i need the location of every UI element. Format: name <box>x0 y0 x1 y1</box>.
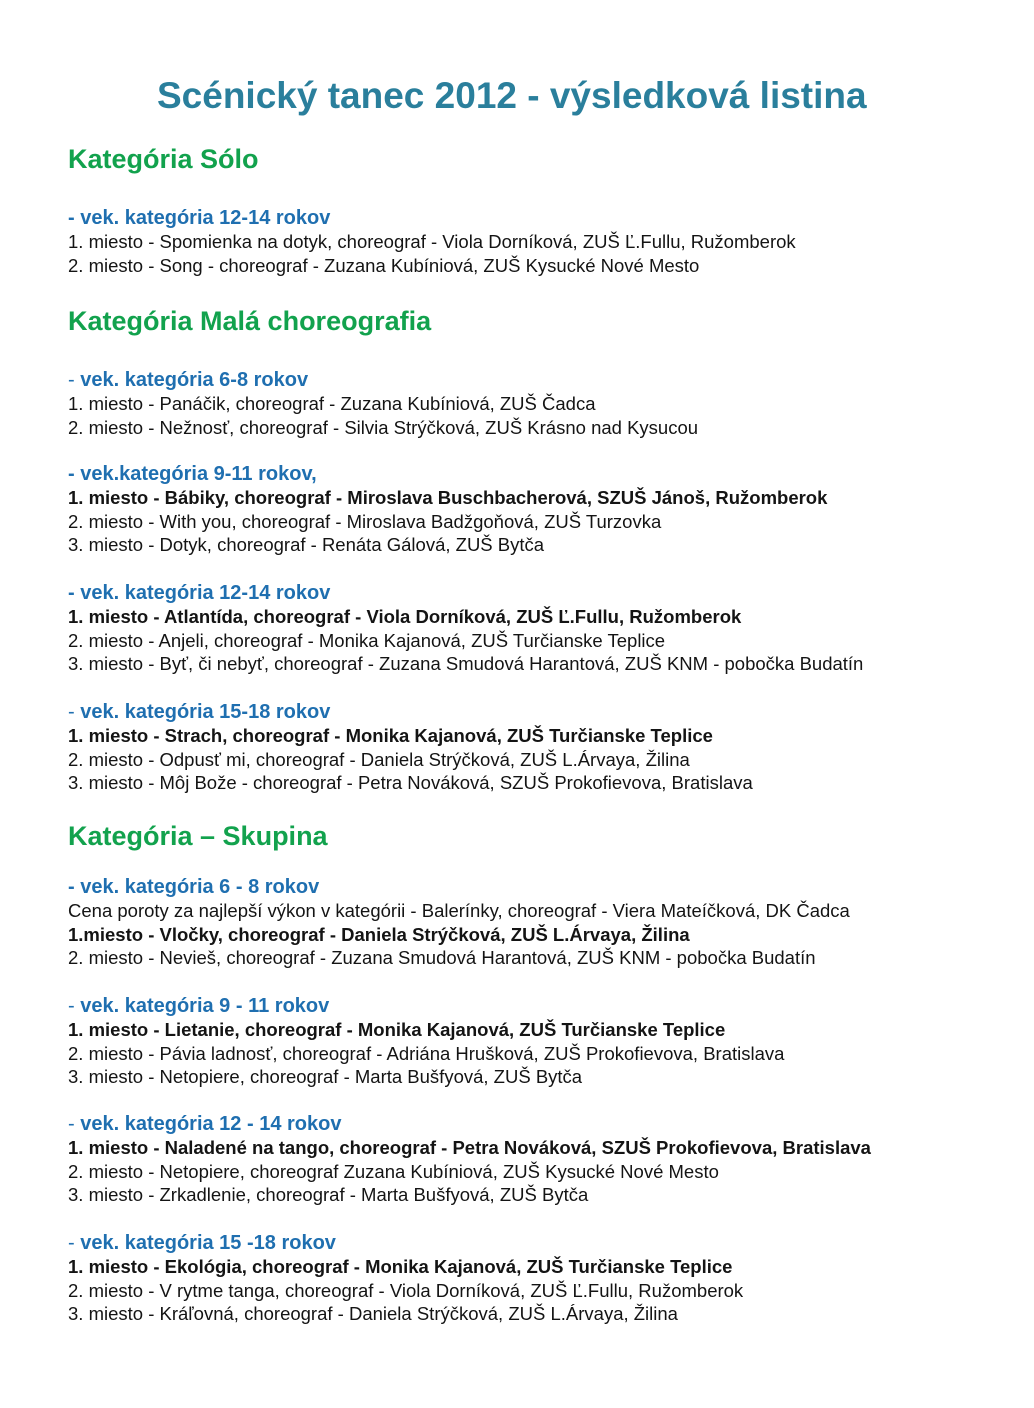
result-line: 3. miesto - Byť, či nebyť, choreograf - Zuzana Smudová Harantová, ZUŠ KNM - pobočka Budatín <box>68 653 864 675</box>
age-group <box>68 368 1018 439</box>
result-line: 2. miesto - Odpusť mi, choreograf - Daniela Strýčková, ZUŠ L.Árvaya, Žilina <box>68 748 690 770</box>
result-line: 2. miesto - Pávia ladnosť, choreograf - Adriána Hrušková, ZUŠ Prokofievova, Bratislava <box>68 1042 785 1064</box>
result-line: 2. miesto - Anjeli, choreograf - Monika Kajanová, ZUŠ Turčianske Teplice <box>68 629 666 651</box>
age-category-label <box>68 875 1018 899</box>
age-category-label <box>68 206 1018 230</box>
age-category-dash: - <box>68 701 81 723</box>
age-category-dash: - <box>68 1113 81 1135</box>
age-group <box>68 994 1018 1089</box>
age-category-dash: - <box>68 995 81 1017</box>
age-category-text: vek.kategória 9-11 rokov, <box>80 463 317 485</box>
result-line-winner: 1. miesto - Ekológia, choreograf - Monika Kajanová, ZUŠ Turčianske Teplice <box>68 1256 733 1277</box>
age-category-label <box>68 1112 1018 1136</box>
result-line-winner: 1. miesto - Lietanie, choreograf - Monika Kajanová, ZUŠ Turčianske Teplice <box>68 1019 726 1040</box>
age-group <box>68 462 1018 557</box>
age-group <box>68 581 1018 676</box>
age-category-label <box>68 700 1018 724</box>
age-category-text: vek. kategória 12-14 rokov <box>80 582 331 604</box>
age-group <box>68 700 1018 795</box>
result-line: 1. miesto - Spomienka na dotyk, choreograf - Viola Dorníková, ZUŠ Ľ.Fullu, Ružomberok <box>68 231 796 252</box>
result-line: 2. miesto - Nežnosť, choreograf - Silvia Strýčková, ZUŠ Krásno nad Kysucou <box>68 416 699 438</box>
category-heading: Kategória – Skupina <box>68 821 328 851</box>
age-category-dash: - <box>68 1232 81 1254</box>
page-title: Scénický tanec 2012 - výsledková listina <box>157 75 867 116</box>
result-line-winner: 1. miesto - Strach, choreograf - Monika Kajanová, ZUŠ Turčianske Teplice <box>68 725 713 746</box>
age-category-label <box>68 994 1018 1018</box>
result-line: 1. miesto - Panáčik, choreograf - Zuzana Kubíniová, ZUŠ Čadca <box>68 393 596 414</box>
age-category-dash: - <box>68 463 81 485</box>
age-category-label <box>68 462 1018 486</box>
age-category-label <box>68 581 1018 605</box>
age-category-dash: - <box>68 582 81 604</box>
result-line-winner: 1. miesto - Atlantída, choreograf - Viola Dorníková, ZUŠ Ľ.Fullu, Ružomberok <box>68 606 742 627</box>
result-line: 2. miesto - With you, choreograf - Miroslava Badžgoňová, ZUŠ Turzovka <box>68 510 662 532</box>
result-line: 3. miesto - Môj Bože - choreograf - Petra Nováková, SZUŠ Prokofievova, Bratislava <box>68 772 753 794</box>
age-category-text: vek. kategória 6 - 8 rokov <box>80 876 320 898</box>
age-group <box>68 1112 1018 1207</box>
age-category-label <box>68 368 1018 392</box>
result-line: Cena poroty za najlepší výkon v kategórii - Balerínky, choreograf - Viera Mateíčková, DK Čadca <box>68 900 850 921</box>
result-line: 3. miesto - Kráľovná, choreograf - Daniela Strýčková, ZUŠ L.Árvaya, Žilina <box>68 1303 678 1325</box>
result-line: 3. miesto - Zrkadlenie, choreograf - Marta Bušfyová, ZUŠ Bytča <box>68 1184 589 1206</box>
age-category-text: vek. kategória 15-18 rokov <box>80 701 331 723</box>
category-heading: Kategória Sólo <box>68 144 259 174</box>
age-category-dash: - <box>68 369 81 391</box>
result-line-winner: 1. miesto - Bábiky, choreograf - Miroslava Buschbacherová, SZUŠ Jánoš, Ružomberok <box>68 487 828 508</box>
result-line-winner: 1.miesto - Vločky, choreograf - Daniela Strýčková, ZUŠ L.Árvaya, Žilina <box>68 923 690 945</box>
result-line: 2. miesto - Netopiere, choreograf Zuzana Kubíniová, ZUŠ Kysucké Nové Mesto <box>68 1160 719 1182</box>
age-category-text: vek. kategória 15 -18 rokov <box>80 1232 336 1254</box>
result-line: 2. miesto - Nevieš, choreograf - Zuzana Smudová Harantová, ZUŠ KNM - pobočka Budatín <box>68 947 816 969</box>
age-group <box>68 875 1018 970</box>
age-category-text: vek. kategória 6-8 rokov <box>80 369 309 391</box>
age-category-text: vek. kategória 12 - 14 rokov <box>80 1113 342 1135</box>
age-category-dash: - <box>68 207 81 229</box>
result-line: 3. miesto - Netopiere, choreograf - Marta Bušfyová, ZUŠ Bytča <box>68 1066 583 1088</box>
result-line-winner: 1. miesto - Naladené na tango, choreograf - Petra Nováková, SZUŠ Prokofievova, Bratislava <box>68 1137 871 1158</box>
age-category-text: vek. kategória 12-14 rokov <box>80 207 331 229</box>
age-category-dash: - <box>68 876 81 898</box>
result-line: 2. miesto - V rytme tanga, choreograf - Viola Dorníková, ZUŠ Ľ.Fullu, Ružomberok <box>68 1279 744 1301</box>
result-line: 2. miesto - Song - choreograf - Zuzana Kubíniová, ZUŠ Kysucké Nové Mesto <box>68 254 700 276</box>
age-category-label <box>68 1231 1018 1255</box>
age-group <box>68 206 1018 277</box>
age-category-text: vek. kategória 9 - 11 rokov <box>80 995 330 1017</box>
category-heading: Kategória Malá choreografia <box>68 306 432 336</box>
result-line: 3. miesto - Dotyk, choreograf - Renáta Gálová, ZUŠ Bytča <box>68 534 545 556</box>
age-group <box>68 1231 1018 1326</box>
